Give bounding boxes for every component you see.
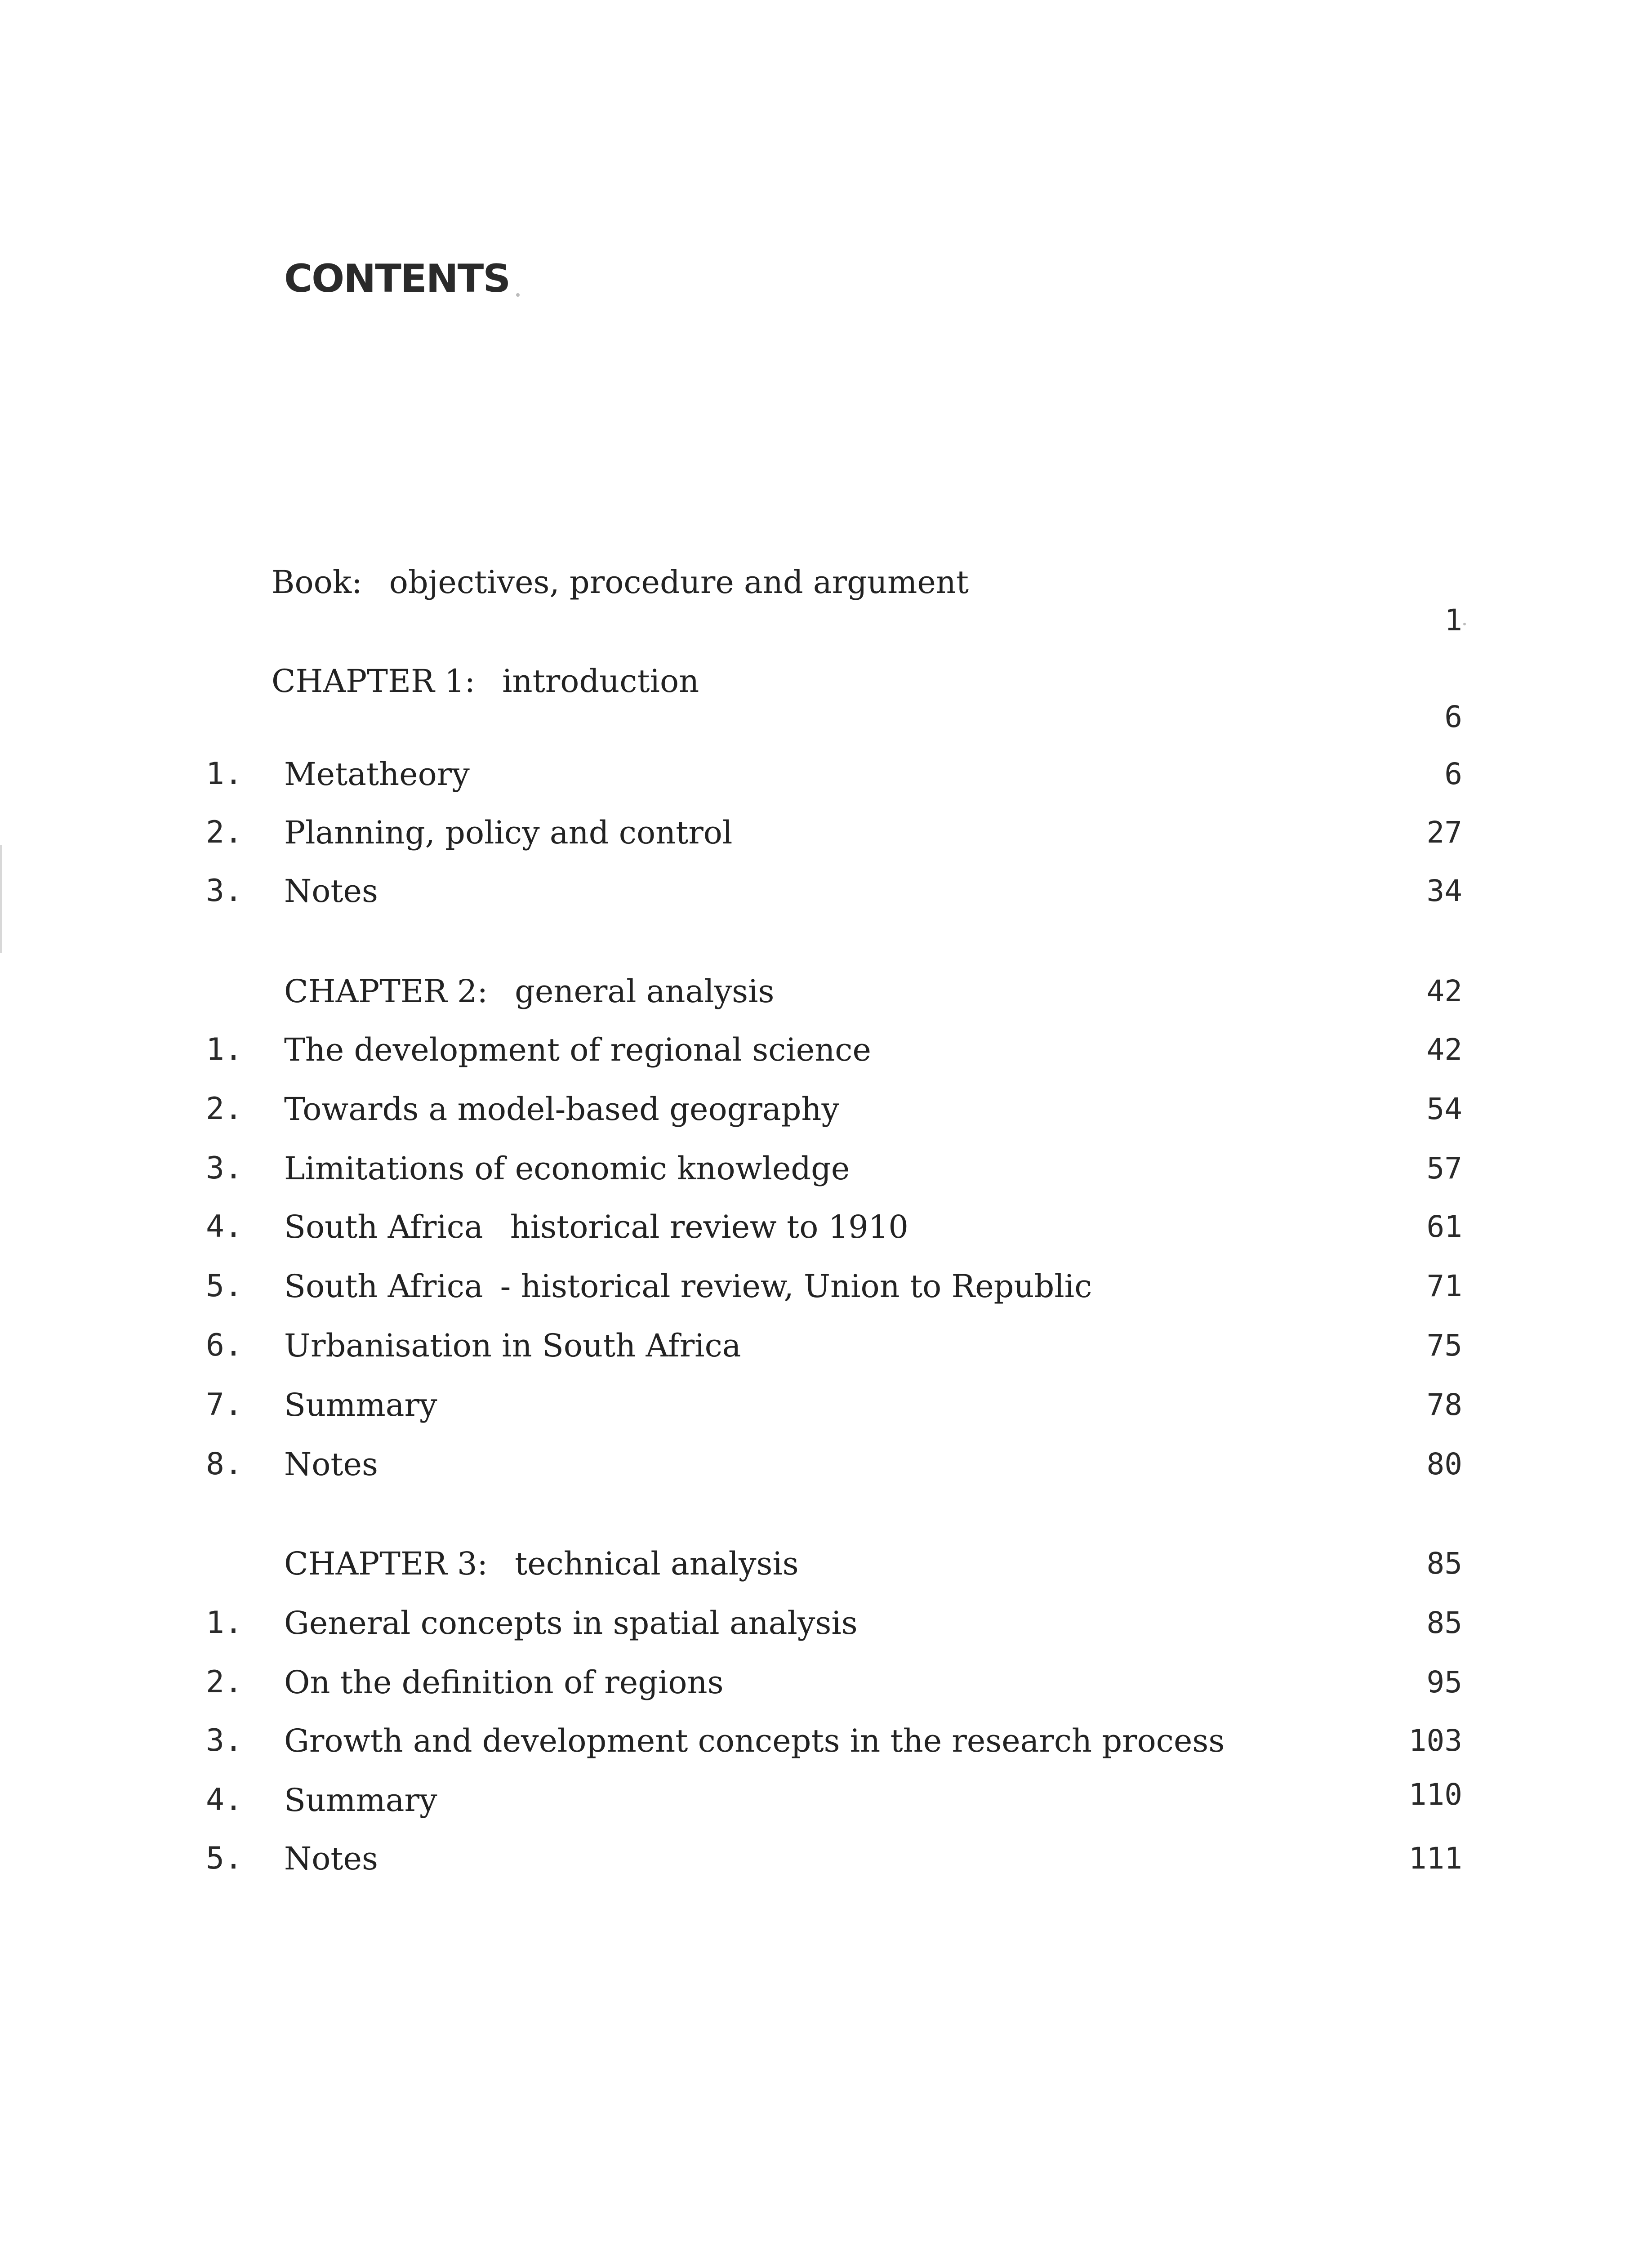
toc-entry-number: 3. xyxy=(206,1723,243,1758)
toc-entry-number: 2. xyxy=(206,1664,243,1700)
toc-entry-title: Limitations of economic knowledge xyxy=(284,1150,850,1187)
toc-entry-prefix: CHAPTER 1: xyxy=(272,663,476,700)
toc-entry[interactable] xyxy=(0,1660,1652,1705)
toc-entry-title: technical analysis xyxy=(515,1545,799,1582)
toc-entry-subtitle: - historical review, Union to Republic xyxy=(500,1268,1092,1305)
toc-page-number: 111 xyxy=(1408,1841,1462,1876)
toc-page-number: 1 xyxy=(1444,603,1462,638)
toc-entry-number: 7. xyxy=(206,1387,243,1423)
toc-entry-title: Urbanisation in South Africa xyxy=(284,1327,741,1364)
toc-page-number: 42 xyxy=(1426,974,1462,1008)
toc-page-number: 6 xyxy=(1444,757,1462,791)
toc-entry-number: 4. xyxy=(206,1782,243,1818)
toc-entry-title: Towards a model-based geography xyxy=(284,1091,840,1128)
toc-entry-prefix: CHAPTER 3: xyxy=(284,1545,488,1582)
toc-page-number: 61 xyxy=(1426,1209,1462,1244)
toc-entry[interactable] xyxy=(0,810,1652,855)
toc-page-number: 78 xyxy=(1426,1387,1462,1422)
toc-entry-number: 2. xyxy=(206,815,243,850)
page-title: CONTENTS xyxy=(284,256,510,301)
toc-entry[interactable] xyxy=(0,1778,1652,1823)
toc-entry-title: General concepts in spatial analysis xyxy=(284,1605,858,1641)
toc-entry-prefix: Book: xyxy=(272,564,362,601)
toc-page-number: 27 xyxy=(1426,815,1462,850)
toc-entry-chapter-3[interactable] xyxy=(0,1541,1652,1586)
toc-entry-chapter-2[interactable] xyxy=(0,969,1652,1014)
toc-entry[interactable] xyxy=(0,1204,1652,1249)
toc-entry-label xyxy=(284,969,774,1014)
scan-speck xyxy=(516,293,520,297)
toc-page-ref-row xyxy=(0,695,1652,740)
toc-entry-label xyxy=(284,1264,1092,1309)
toc-entry-label xyxy=(284,1204,908,1249)
toc-entry-title: Summary xyxy=(284,1782,437,1819)
toc-entry-title: The development of regional science xyxy=(284,1031,871,1068)
toc-page-number: 103 xyxy=(1408,1723,1462,1758)
toc-entry[interactable] xyxy=(0,1087,1652,1132)
toc-entry[interactable] xyxy=(0,1718,1652,1763)
toc-entry[interactable] xyxy=(0,1027,1652,1072)
toc-entry-title: Summary xyxy=(284,1387,437,1423)
toc-entry-title: introduction xyxy=(502,663,699,700)
toc-page-number: 85 xyxy=(1426,1606,1462,1640)
toc-page-number: 57 xyxy=(1426,1151,1462,1186)
toc-entry-title: general analysis xyxy=(515,973,775,1010)
toc-entry-title: South Africa xyxy=(284,1209,483,1245)
toc-entry[interactable] xyxy=(0,1323,1652,1368)
toc-page-number: 80 xyxy=(1426,1447,1462,1481)
toc-entry-title: Planning, policy and control xyxy=(284,814,733,851)
toc-entry[interactable] xyxy=(0,752,1652,797)
toc-entry-number: 1. xyxy=(206,1032,243,1067)
toc-entry-number: 1. xyxy=(206,756,243,792)
toc-page-number: 34 xyxy=(1426,874,1462,908)
toc-entry[interactable] xyxy=(0,1383,1652,1427)
toc-page-number: 110 xyxy=(1408,1777,1462,1812)
toc-page-number: 6 xyxy=(1444,700,1462,734)
toc-entry-number: 6. xyxy=(206,1328,243,1363)
toc-entry-label xyxy=(284,1541,799,1586)
toc-entry-title: Notes xyxy=(284,873,378,910)
toc-entry-number: 8. xyxy=(206,1446,243,1482)
toc-page-number: 42 xyxy=(1426,1032,1462,1067)
toc-page-number: 75 xyxy=(1426,1328,1462,1363)
toc-entry[interactable] xyxy=(0,1442,1652,1487)
toc-entry-title: Metatheory xyxy=(284,756,470,793)
toc-page-number: 71 xyxy=(1426,1269,1462,1303)
toc-entry-number: 1. xyxy=(206,1605,243,1641)
toc-entry-title: Growth and development concepts in the research process xyxy=(284,1722,1225,1759)
toc-entry[interactable] xyxy=(0,1146,1652,1191)
toc-page-number: 54 xyxy=(1426,1092,1462,1126)
toc-entry-number: 5. xyxy=(206,1841,243,1876)
toc-entry-title: Notes xyxy=(284,1840,378,1877)
toc-entry-title: objectives, procedure and argument xyxy=(389,564,969,601)
toc-page-number: 85 xyxy=(1426,1546,1462,1581)
toc-page-number: 95 xyxy=(1426,1665,1462,1699)
toc-page-ref-row xyxy=(0,598,1652,643)
toc-entry[interactable] xyxy=(0,1264,1652,1309)
toc-entry-number: 3. xyxy=(206,1151,243,1186)
toc-entry[interactable] xyxy=(0,1836,1652,1881)
toc-entry-title: Notes xyxy=(284,1446,378,1483)
toc-entry[interactable] xyxy=(0,1601,1652,1646)
toc-entry-subtitle: historical review to 1910 xyxy=(510,1209,908,1245)
toc-entry-title: On the definition of regions xyxy=(284,1664,724,1701)
toc-entry-number: 5. xyxy=(206,1268,243,1304)
toc-entry-number: 3. xyxy=(206,873,243,909)
toc-entry-number: 2. xyxy=(206,1091,243,1127)
toc-entry[interactable] xyxy=(0,869,1652,914)
toc-entry-title: South Africa xyxy=(284,1268,483,1305)
toc-entry-number: 4. xyxy=(206,1209,243,1244)
toc-entry-prefix: CHAPTER 2: xyxy=(284,973,488,1010)
